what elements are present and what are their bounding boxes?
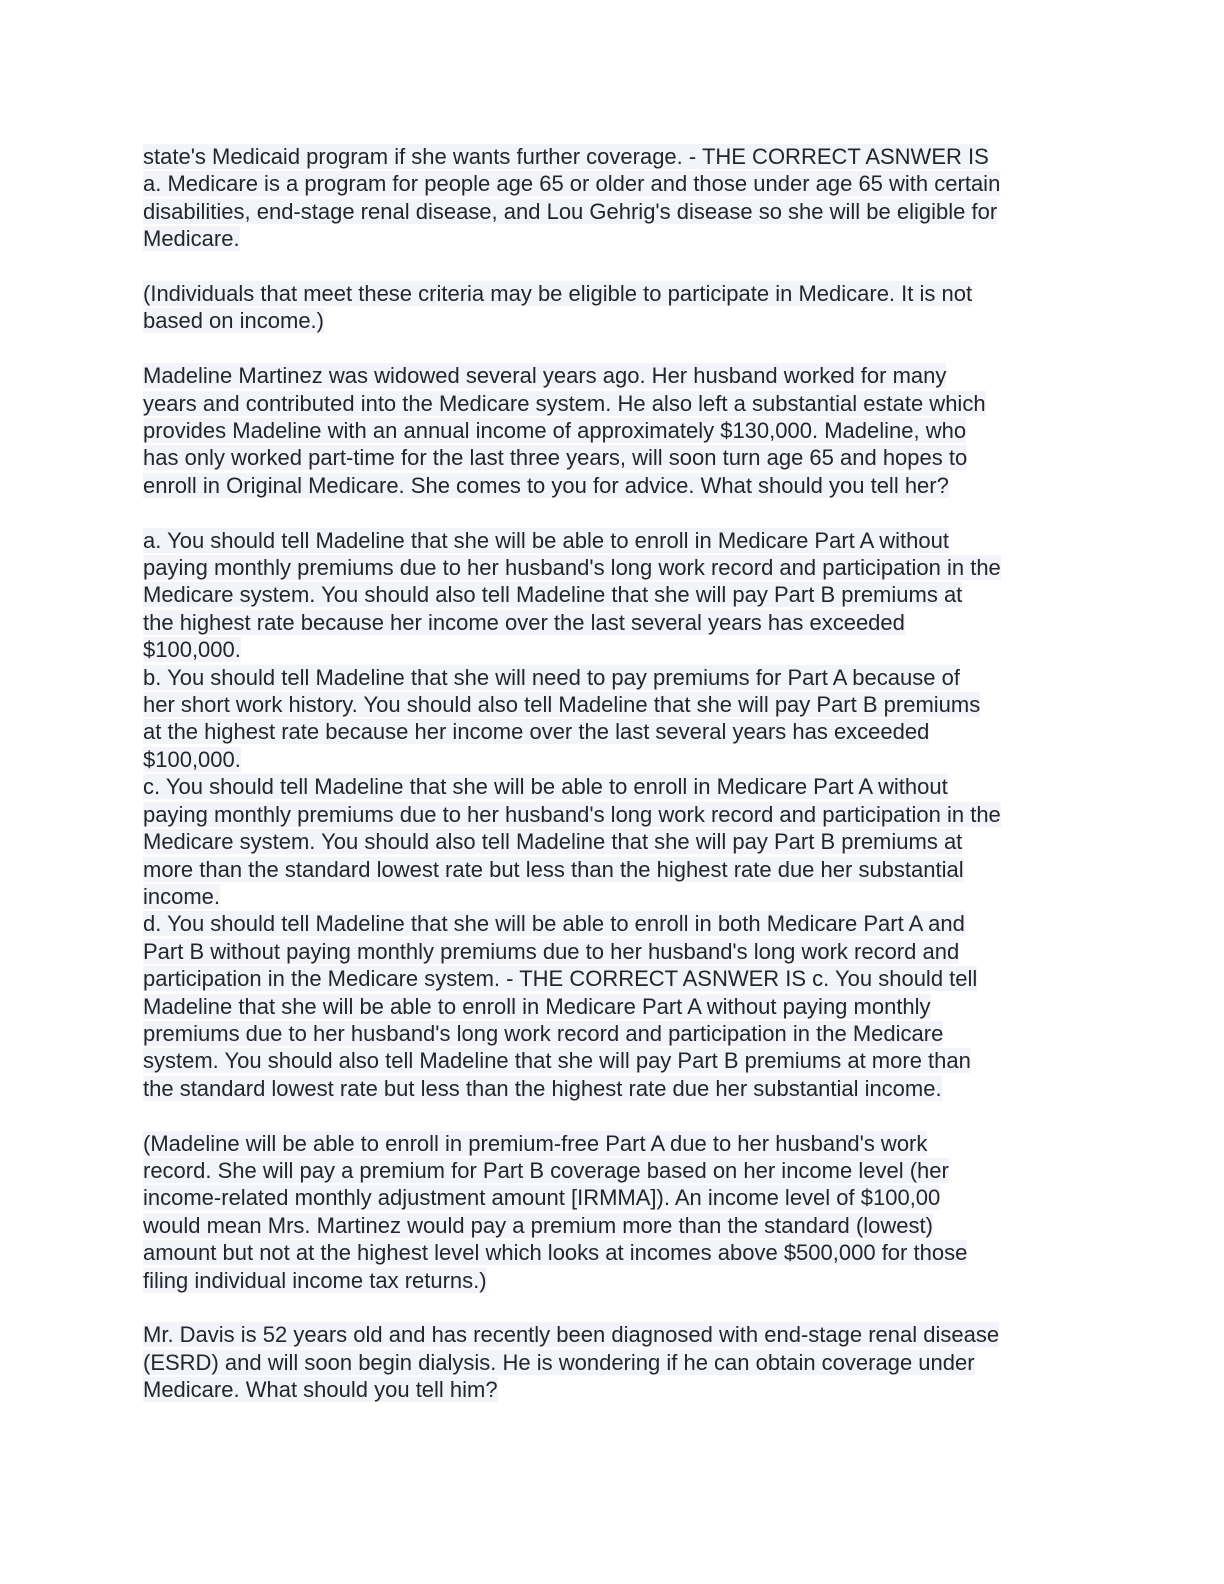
paragraph-gap (143, 253, 1083, 280)
text-line: Medicare system. You should also tell Madeline that she will pay Part B premiums at (143, 582, 963, 608)
text-line: disabilities, end-stage renal disease, and Lou Gehrig's disease so she will be eligible for (143, 198, 998, 224)
text-line: $100,000. (143, 746, 241, 772)
text-line: amount but not at the highest level which looks at incomes above $500,000 for those (143, 1240, 968, 1266)
text-line: at the highest rate because her income over the last several years has exceeded (143, 719, 930, 745)
text-line: the standard lowest rate but less than the highest rate due her substantial income. (143, 1075, 942, 1101)
text-line: Medicare. What should you tell him? (143, 1377, 498, 1403)
text-line: c. You should tell Madeline that she will be able to enroll in Medicare Part A without (143, 774, 948, 800)
text-line: income-related monthly adjustment amount [IRMMA]). An income level of $100,00 (143, 1185, 941, 1211)
text-line: Madeline that she will be able to enroll in Medicare Part A without paying monthly (143, 993, 931, 1019)
text-line: a. Medicare is a program for people age 65 or older and those under age 65 with certain (143, 171, 1001, 197)
text-line: paying monthly premiums due to her husband's long work record and participation in the (143, 555, 1001, 581)
text-line: participation in the Medicare system. - THE CORRECT ASNWER IS c. You should tell (143, 966, 978, 992)
paragraph (143, 143, 1083, 253)
text-line: the highest rate because her income over the last several years has exceeded (143, 609, 905, 635)
text-line: Medicare. (143, 226, 240, 252)
text-line: income. (143, 883, 221, 909)
text-line: Madeline Martinez was widowed several years ago. Her husband worked for many (143, 363, 947, 389)
text-line: d. You should tell Madeline that she will be able to enroll in both Medicare Part A and (143, 911, 965, 937)
paragraph-gap (143, 1294, 1083, 1321)
paragraph (143, 1321, 1083, 1403)
text-line: $100,000. (143, 637, 241, 663)
text-line: record. She will pay a premium for Part B coverage based on her income level (her (143, 1157, 949, 1183)
text-line: more than the standard lowest rate but less than the highest rate due her substantial (143, 856, 964, 882)
text-line: filing individual income tax returns.) (143, 1267, 487, 1293)
text-line: her short work history. You should also tell Madeline that she will pay Part B premiums (143, 692, 981, 718)
text-line: Mr. Davis is 52 years old and has recently been diagnosed with end-stage renal disease (143, 1322, 1000, 1348)
text-line: paying monthly premiums due to her husband's long work record and participation in the (143, 801, 1001, 827)
text-line: has only worked part-time for the last three years, will soon turn age 65 and hopes to (143, 445, 968, 471)
text-line: state's Medicaid program if she wants further coverage. - THE CORRECT ASNWER IS (143, 144, 989, 169)
text-line: provides Madeline with an annual income of approximately $130,000. Madeline, who (143, 418, 967, 444)
text-line: system. You should also tell Madeline that she will pay Part B premiums at more than (143, 1048, 971, 1074)
paragraph-gap (143, 1102, 1083, 1129)
document-body (143, 143, 1083, 1404)
paragraph (143, 362, 1083, 499)
paragraph-gap (143, 499, 1083, 526)
text-line: Medicare system. You should also tell Madeline that she will pay Part B premiums at (143, 829, 963, 855)
paragraph-gap (143, 335, 1083, 362)
text-line: enroll in Original Medicare. She comes to you for advice. What should you tell her? (143, 472, 949, 498)
text-line: a. You should tell Madeline that she will be able to enroll in Medicare Part A without (143, 527, 949, 553)
text-line: premiums due to her husband's long work record and participation in the Medicare (143, 1020, 944, 1046)
text-line: based on income.) (143, 308, 324, 334)
paragraph (143, 280, 1083, 335)
text-line: Part B without paying monthly premiums due to her husband's long work record and (143, 938, 960, 964)
text-line: (Madeline will be able to enroll in premium-free Part A due to her husband's work (143, 1130, 928, 1156)
text-line: (ESRD) and will soon begin dialysis. He is wondering if he can obtain coverage under (143, 1349, 975, 1375)
text-line: (Individuals that meet these criteria may be eligible to participate in Medicare. It is not (143, 281, 973, 307)
paragraph (143, 527, 1083, 1103)
text-line: b. You should tell Madeline that she will need to pay premiums for Part A because of (143, 664, 960, 690)
text-line: would mean Mrs. Martinez would pay a premium more than the standard (lowest) (143, 1212, 933, 1238)
paragraph (143, 1130, 1083, 1294)
text-line: years and contributed into the Medicare system. He also left a substantial estate which (143, 390, 986, 416)
